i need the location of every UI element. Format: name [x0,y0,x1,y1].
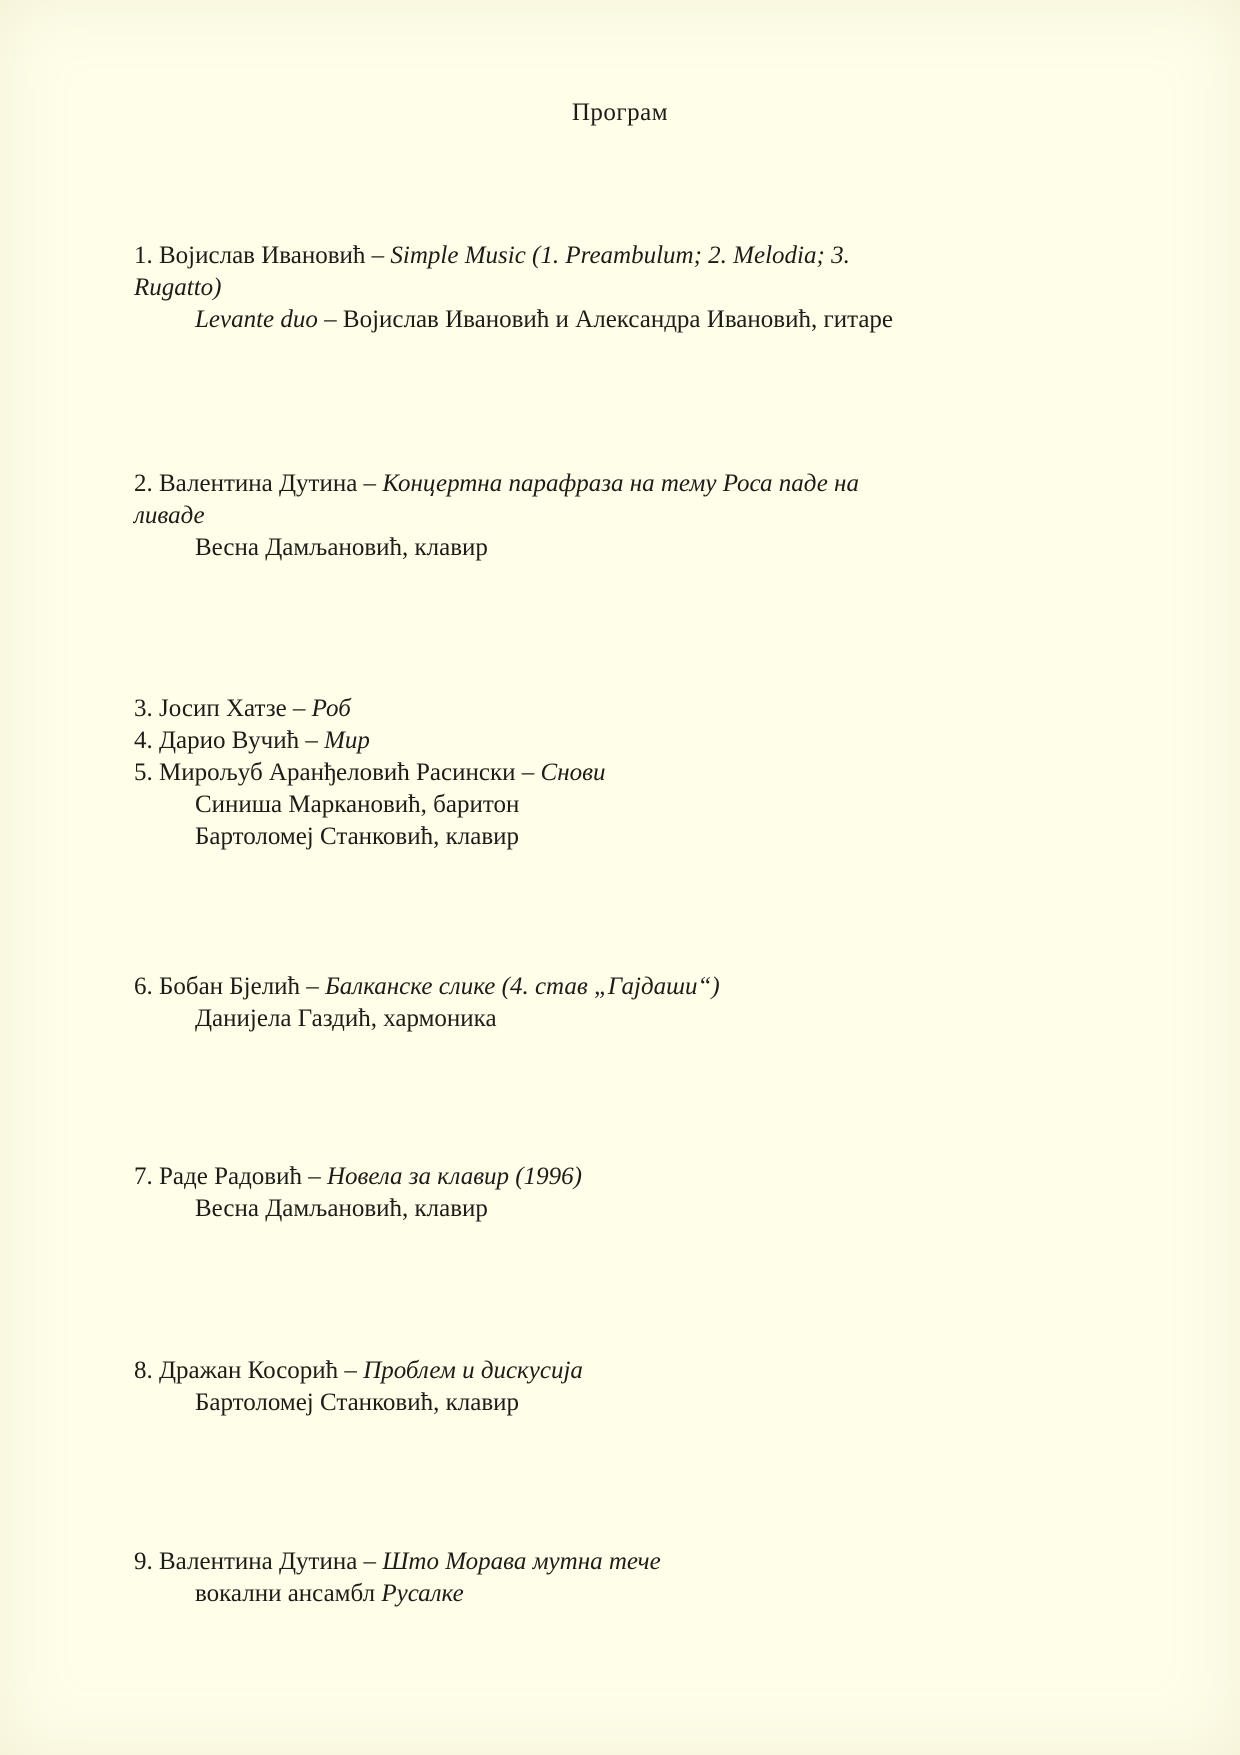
program-item-6 [134,971,1124,1035]
program-item-1 [134,240,1124,336]
program-item-2 [134,468,1124,564]
work-title: Концертна парафраза на тему Роса паде на [382,470,859,497]
composer-lead: 3. Јосип Хатзе – [134,695,312,722]
work-line [134,971,1124,1003]
composer-lead: 6. Бобан Бјелић – [134,973,326,1000]
work-title-continued: ливаде [134,502,205,529]
program-item-9 [134,1546,1124,1610]
performer-names: – Војислав Ивановић и Александра Ивановић, гитаре [317,306,894,333]
work-line [134,1161,1124,1193]
performer-line [134,304,1124,336]
composer-lead: 8. Дражан Косорић – [134,1357,364,1384]
ensemble-name: Levante duo [195,306,318,333]
work-title: Проблем и дискусија [363,1357,583,1384]
performer-line: Весна Дамљановић, клавир [195,534,488,561]
work-line-item-4 [134,725,1124,757]
program-item-7 [134,1161,1124,1225]
performer-line: Синиша Маркановић, баритон [195,791,520,818]
composer-lead: 1. Војислав Ивановић – [134,242,391,269]
work-title: Што Морава мутна тече [382,1548,661,1575]
composer-lead: 4. Дарио Вучић – [134,727,325,754]
work-line [134,240,1124,272]
work-continuation-line [134,272,1124,304]
composer-lead: 9. Валентина Дутина – [134,1548,383,1575]
work-title: Снови [540,759,606,786]
work-line-item-5 [134,757,1124,789]
performer-line: Весна Дамљановић, клавир [195,1195,488,1222]
composer-lead: 2. Валентина Дутина – [134,470,383,497]
performer-line: Данијела Газдић, хармоника [195,1005,497,1032]
work-line [134,468,1124,500]
performer-line: Бартоломеј Станковић, клавир [195,1389,520,1416]
program-item-8 [134,1355,1124,1419]
composer-lead: 5. Мирољуб Аранђеловић Расински – [134,759,541,786]
work-title: Simple Music (1. Preambulum; 2. Melodia; 3. [390,242,850,269]
performer-prefix: вокални ансамбл [195,1580,382,1607]
composer-lead: 7. Раде Радовић – [134,1163,327,1190]
work-title: Роб [311,695,351,722]
work-line [134,1355,1124,1387]
performer-line [134,1578,1124,1610]
work-line [134,1546,1124,1578]
program-items-3-4-5 [134,693,1124,853]
work-continuation-line [134,500,1124,532]
page-title: Програм [571,99,669,126]
work-title: Мир [324,727,370,754]
work-title-continued: Rugatto) [134,274,222,301]
work-title: Балканске слике (4. став „Гајдаши“) [325,973,720,1000]
performer-line: Бартоломеј Станковић, клавир [195,823,520,850]
work-title: Новела за клавир (1996) [326,1163,582,1190]
work-line-item-3 [134,693,1124,725]
ensemble-name: Русалке [381,1580,464,1607]
